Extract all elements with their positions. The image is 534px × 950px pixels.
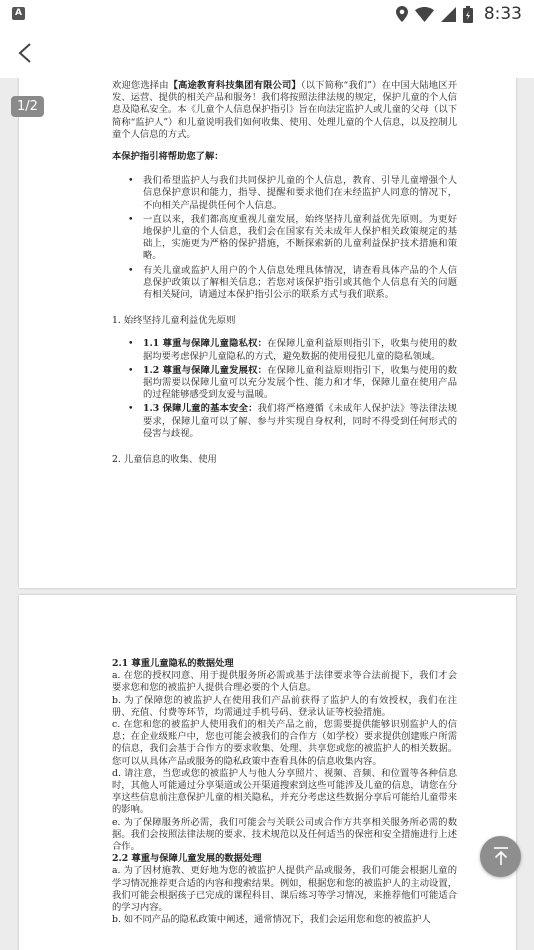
- help-list: [112, 175, 457, 301]
- page-indicator: 1/2: [11, 96, 44, 117]
- item-text: 我们将严格遵循《未成年人保护法》等法律法规要求，保障儿童可以了解、参与并实现自身权利，同时不得受到任何形式的侵害与歧视。: [143, 403, 457, 439]
- paragraph: a. 为了因材施教、更好地为您的被监护人提供产品或服务，我们可能会根据儿童的学习情况推荐更合适的内容和搜索结果。例如，根据您和您的被监护人的主动设置，我们可能会根据孩子已完成的课程科目、课后练习等学习情况，来推荐他们可能适合的学习内容。: [112, 865, 457, 914]
- page-2-content: [112, 658, 457, 926]
- section-1-heading: 1. 始终坚持儿童利益优先原则: [112, 315, 236, 327]
- list-item: • 一直以来，我们都高度重视儿童发展，始终坚持儿童利益优先原则。为更好地保护儿童的个人信息，我们会在国家有关未成年人保护相关政策规定的基础上，实施更为严格的保护措施，不断探索新的儿童利益保护技术措施和策略。: [128, 214, 457, 263]
- scroll-to-top-button[interactable]: [480, 836, 521, 877]
- list-item: • 有关儿童或监护人用户的个人信息处理具体情况，请查看具体产品的个人信息保护政策以了解相关信息；若您对该保护指引或其他个人信息有关的问题有相关疑问，请通过本保护指引公示的联系方式与我们联系。: [128, 265, 457, 302]
- intro-text-pre: 欢迎您选择由: [112, 80, 169, 91]
- section-2-heading: 2. 儿童信息的收集、使用: [112, 454, 217, 466]
- signal-icon: [441, 7, 456, 22]
- list-item: [128, 338, 457, 362]
- page-1-content: [112, 80, 457, 477]
- list-item: • 我们希望监护人与我们共同保护儿童的个人信息，教育、引导儿童增强个人信息保护意识和能力，指导、提醒和要求他们在未经监护人同意的情况下，不向相关产品提供任何个人信息。: [128, 175, 457, 212]
- intro-company: 【高途教育科技集团有限公司】: [168, 80, 301, 91]
- status-icons: [396, 4, 522, 24]
- paragraph: c. 在您和您的被监护人使用我们的相关产品之前，您需要提供能够识别监护人的信息；在企业级账户中，您也可能会被我们的合作方（如学校）要求提供创建账户所需的信息，我们会基于合作方的要求收集、处理、共享您或您的被监护人的相关数据。您可以从具体产品或服务的隐私政策中查看具体的信息收集内容。: [112, 719, 457, 767]
- paragraph: b. 如不同产品的隐私政策中阐述，通常情况下，我们会运用您和您的被监护人: [112, 914, 431, 926]
- scroll-to-top-icon: [492, 847, 510, 867]
- pdf-page-2: [19, 595, 516, 950]
- status-bar: [0, 0, 534, 28]
- intro-text-post: （以下简称“我们”）在中国大陆地区开发、运营、提供的相关产品和服务！我们将按照法律法规的规定，保护儿童的个人信息及隐私安全。本《儿童个人信息保护指引》旨在向法定监护人或儿童的父母（以下简称“监护人”）和儿童说明我们如何收集、使用、处理儿童的个人信息，以及控制儿童个人信息的方式。: [112, 80, 457, 140]
- item-text: 在保障儿童利益原则指引下，收集与使用的数据均要考虑保护儿童隐私的方式，避免数据的使用侵犯儿童的隐私领域。: [143, 338, 457, 362]
- list-item: [128, 403, 457, 440]
- section-1-list: [112, 338, 457, 440]
- intro-paragraph: [112, 80, 457, 141]
- battery-icon: [463, 6, 473, 23]
- paragraph: e. 为了保障服务所必需，我们可能会与关联公司或合作方共享相关服务所必需的数据。我们会按照法律法规的要求、技术规范以及任何适当的保密和安全措施进行上述合作。: [112, 816, 457, 853]
- section-2-1-heading: 2.1 尊重儿童隐私的数据处理: [112, 658, 234, 669]
- wifi-icon: [415, 7, 434, 22]
- item-title: 1.2 尊重与保障儿童发展权：: [143, 364, 268, 376]
- app-notification-icon: A: [12, 7, 25, 20]
- item-text: 在保障儿童利益原则指引下，收集与使用的数据均需要以保障儿童可以充分发展个性、能力和才华，保障儿童在使用产品的过程能够感受到友爱与温暖。: [143, 364, 457, 401]
- back-arrow-icon: [18, 43, 32, 63]
- list-item: [128, 365, 457, 402]
- item-title: 1.3 保障儿童的基本安全：: [143, 403, 258, 415]
- pdf-page-1: [19, 78, 516, 588]
- pdf-viewer[interactable]: [0, 78, 534, 950]
- back-button[interactable]: [8, 36, 42, 70]
- section-2-2-heading: 2.2 尊重与保障儿童发展的数据处理: [112, 853, 262, 865]
- item-title: 1.1 尊重与保障儿童隐私权：: [143, 338, 268, 350]
- paragraph: a. 在您的授权同意、用于提供服务所必需或基于法律要求等合法前提下，我们才会要求您和您的被监护人提供合理必要的个人信息。: [112, 670, 457, 694]
- paragraph: d. 请注意，当您或您的被监护人与他人分享照片、视频、音频、和位置等各种信息时，其他人可能通过分享渠道或公开渠道搜索到这些可能涉及儿童的信息，请您在分享这些信息前注意保护儿童的相关隐私，并充分考虑这些数据分享后可能给儿童带来的影响。: [112, 767, 457, 816]
- help-heading: 本保护指引将帮助您了解：: [112, 151, 224, 163]
- location-icon: [396, 6, 408, 22]
- clock: 8:33: [483, 4, 522, 24]
- paragraph: b. 为了保障您的被监护人在使用我们产品前获得了监护人的有效授权，我们在注册、充值、付费等环节，均需通过手机号码、登录认证等校验措施。: [112, 694, 457, 718]
- app-bar: [0, 28, 534, 78]
